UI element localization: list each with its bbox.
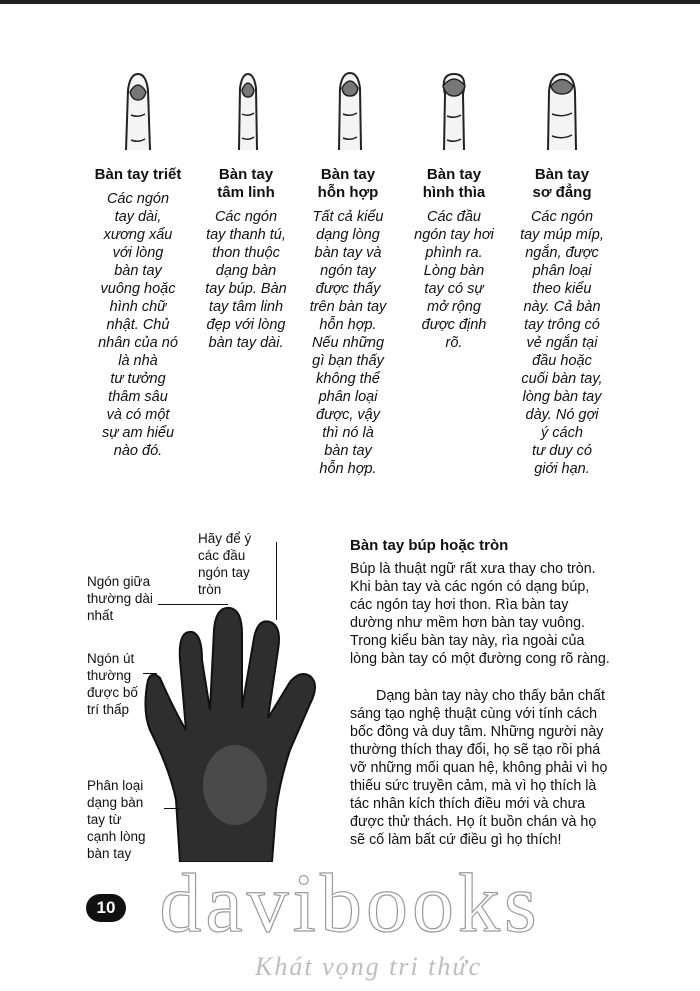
column-title: Bàn tay hỗn hợp — [317, 166, 379, 201]
top-border — [0, 0, 700, 4]
callout-fingertips: Hãy để ý các đầu ngón tay tròn — [198, 531, 252, 597]
column-title: Bàn tay tâm linh — [217, 166, 275, 201]
column-title: Bàn tay triết — [94, 166, 182, 183]
page-number-badge: 10 — [86, 894, 126, 922]
leader-line — [164, 808, 180, 809]
conic-hand-illustration — [140, 600, 335, 862]
publisher-watermark: davibooks — [159, 857, 541, 950]
section-title: Bàn tay búp hoặc tròn — [350, 537, 509, 554]
psychic-finger-illustration — [228, 70, 268, 150]
column-title: Bàn tay sơ đẳng — [532, 166, 592, 201]
column-psychic-hand — [190, 166, 302, 352]
column-description: Các ngón tay múp míp, ngắn, được phân loại theo kiểu này. Cả bàn tay trông có vẻ ngắn tại đầu hoặc cuối bàn tay, lòng bàn tay dày. Nó gợi ý cách tư duy có giới hạn. — [520, 209, 604, 477]
callout-middle-finger: Ngón giữa thường dài nhất — [87, 574, 153, 623]
philosophic-finger-illustration — [118, 70, 158, 150]
column-philosophic-hand — [82, 166, 194, 460]
column-description: Các đầu ngón tay hơi phình ra. Lòng bàn tay có sự mở rộng được định rõ. — [414, 209, 494, 351]
callout-palm-edge: Phân loại dạng bàn tay từ cạnh lòng bàn tay — [87, 778, 146, 861]
column-description: Các ngón tay dài, xương xẩu với lòng bàn tay vuông hoặc hình chữ nhật. Chủ nhân của nó là nhà tư tưởng thâm sâu và có một sự am hiểu nào đó. — [98, 191, 178, 459]
leader-line — [143, 673, 157, 674]
leader-line — [158, 604, 228, 605]
paragraph-2: Dạng bàn tay này cho thấy bản chất sáng tạo nghệ thuật cùng với tính cách bốc đồng và duy tâm. Những người này thường thích thay đổi, họ sẽ tạo rồi phá vỡ những mối quan hệ, không phải vì họ thiếu sức truyền cảm, mà vì họ thích là tác nhân kích thích điều mới và chưa được thử thách. Họ ít buồn chán và họ sẽ cố làm bất cứ điều gì họ thích! — [350, 688, 608, 848]
column-mixed-hand — [292, 166, 404, 478]
column-description: Các ngón tay thanh tú, thon thuộc dạng bàn tay búp. Bàn tay tâm linh đẹp với lòng bàn tay dài. — [205, 209, 287, 351]
mixed-finger-illustration — [330, 70, 370, 150]
column-spatulate-hand — [398, 166, 510, 352]
leader-line — [276, 542, 277, 620]
elementary-finger-illustration — [542, 70, 582, 150]
column-elementary-hand — [506, 166, 618, 478]
column-title: Bàn tay hình thìa — [422, 166, 486, 201]
paragraph-1: Búp là thuật ngữ rất xưa thay cho tròn. Khi bàn tay và các ngón có dạng búp, các ngón tay hơi thon. Rìa bàn tay dường như mềm hơn bàn tay vuông. Trong kiểu bàn tay này, rìa ngoài của lòng bàn tay có một đường cong rõ ràng. — [350, 561, 610, 667]
spatulate-finger-illustration — [434, 70, 474, 150]
column-description: Tất cả kiểu dạng lòng bàn tay và ngón tay được thấy trên bàn tay hỗn hợp. Nếu những gì bạn thấy không thể phân loại được, vậy thì nó là bàn tay hỗn hợp. — [309, 209, 387, 477]
publisher-slogan: Khát vọng tri thức — [255, 952, 483, 981]
callout-little-finger: Ngón út thường được bố trí thấp — [87, 651, 138, 717]
